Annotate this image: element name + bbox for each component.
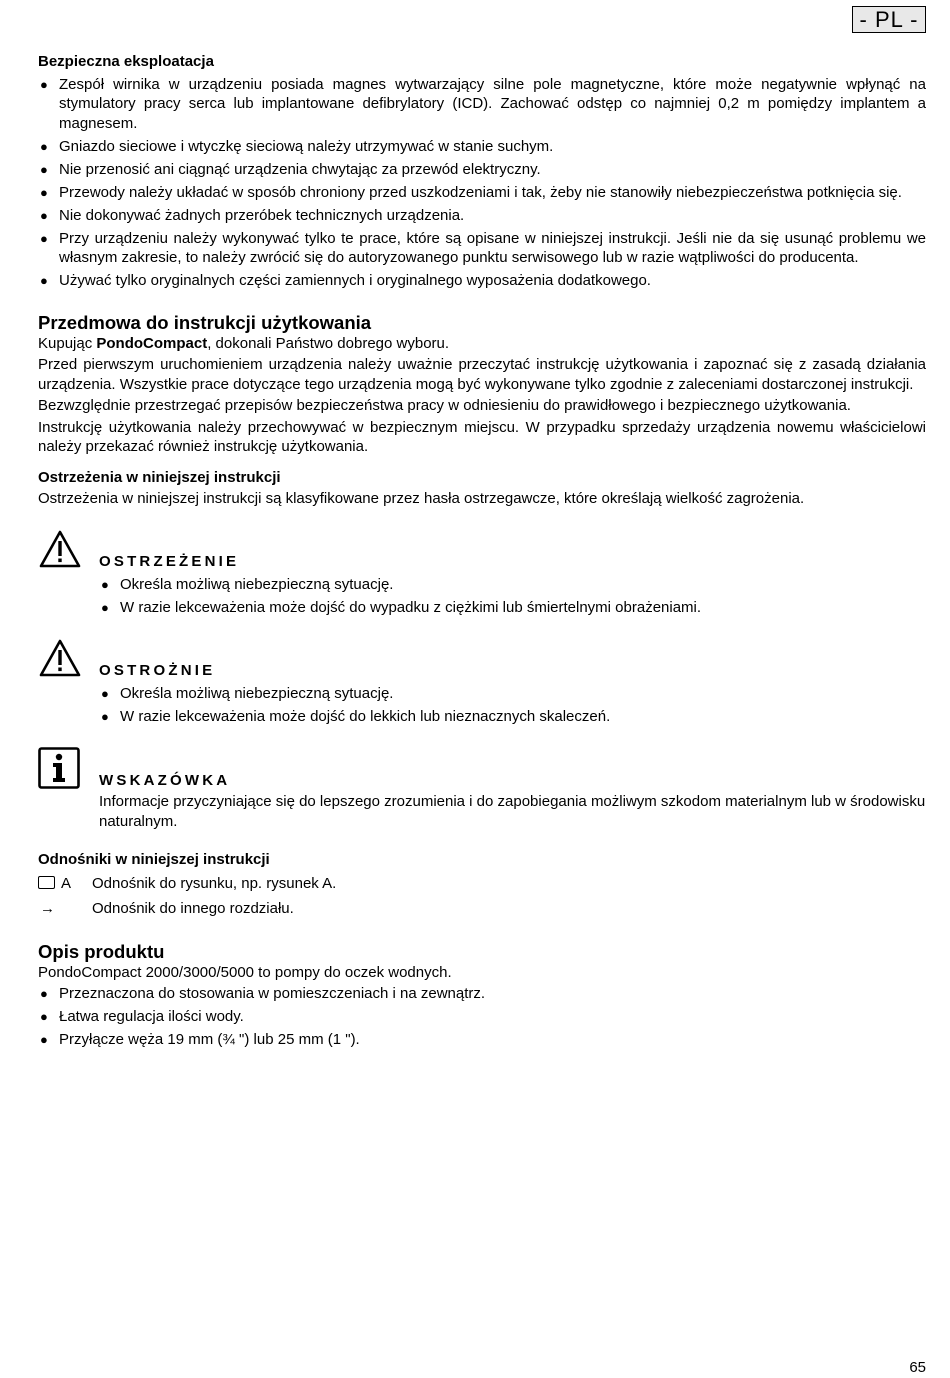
- list-item: ● Gniazdo sieciowe i wtyczkę sieciową należy utrzymywać w stanie suchym.: [40, 137, 554, 155]
- preface-paragraph: Instrukcję użytkowania należy przechowywać w bezpiecznym miejscu. W przypadku sprzedaży urządzenia nowemu właścicielowi należy przekazać również instrukcję użytkowania.: [38, 418, 926, 455]
- caution-list: [99, 684, 926, 727]
- caution-block: [38, 638, 926, 727]
- product-heading: Opis produktu: [38, 940, 165, 962]
- bullet-icon: ●: [40, 273, 48, 288]
- info-icon: [38, 747, 80, 789]
- warning-block: [38, 529, 926, 618]
- list-item: ● Nie przenosić ani ciągnąć urządzenia chwytając za przewód elektryczny.: [40, 160, 541, 178]
- list-item: ● Przyłącze węża 19 mm (¾ ") lub 25 mm (1 ").: [40, 1031, 360, 1048]
- list-item: ● Łatwa regulacja ilości wody.: [40, 1008, 244, 1025]
- warnings-heading: Ostrzeżenia w niniejszej instrukcji: [38, 468, 281, 486]
- bullet-icon: ●: [101, 577, 109, 592]
- page-number: 65: [909, 1359, 926, 1376]
- signal-word-note: WSKAZÓWKA: [99, 771, 231, 789]
- bullet-icon: ●: [40, 986, 48, 1001]
- warning-triangle-icon: [38, 529, 82, 569]
- bullet-icon: ●: [101, 686, 109, 701]
- list-item: ● Zespół wirnika w urządzeniu posiada magnes wytwarzający silne pole magnetyczne, które może negatywnie wpłynąć na stymulatory pracy serca lub implantowane defibrylatory (ICD). Zachować odstęp co najmniej 0,2 m pomiędzy implantem a magnesem.: [40, 75, 926, 132]
- language-badge: - PL -: [852, 6, 926, 33]
- bullet-icon: ●: [40, 76, 48, 92]
- references-heading: Odnośniki w niniejszej instrukcji: [38, 851, 270, 868]
- warning-list: [99, 575, 926, 618]
- list-item: ● Przeznaczona do stosowania w pomieszczeniach i na zewnątrz.: [40, 985, 486, 1002]
- bullet-icon: ●: [40, 1009, 48, 1024]
- product-list: [38, 984, 926, 1050]
- preface-intro: Kupując PondoCompact, dokonali Państwo dobrego wyboru.: [38, 334, 450, 352]
- bullet-icon: ●: [101, 709, 109, 724]
- warning-triangle-icon: [38, 638, 82, 678]
- arrow-right-icon: →: [40, 899, 55, 917]
- signal-word-caution: OSTROŻNIE: [99, 661, 216, 679]
- list-item: ● Przewody należy układać w sposób chroniony przed uszkodzeniami i tak, żeby nie stanowiły niebezpieczeństwa potknięcia się.: [40, 183, 902, 201]
- safety-heading: Bezpieczna eksploatacja: [38, 53, 214, 70]
- bullet-icon: ●: [40, 1032, 48, 1047]
- list-item: ● Nie dokonywać żadnych przeróbek technicznych urządzenia.: [40, 206, 465, 224]
- warnings-intro: Ostrzeżenia w niniejszej instrukcji są klasyfikowane przez hasła ostrzegawcze, które określają wielkość zagrożenia.: [38, 490, 805, 507]
- safety-list: [38, 75, 926, 291]
- signal-word-warning: OSTRZEŻENIE: [99, 552, 240, 570]
- preface-heading: Przedmowa do instrukcji użytkowania: [38, 311, 372, 333]
- bullet-icon: ●: [40, 207, 48, 223]
- bullet-icon: ●: [101, 600, 109, 615]
- list-item: ● Używać tylko oryginalnych części zamiennych i oryginalnego wyposażenia dodatkowego.: [40, 272, 651, 289]
- bullet-icon: ●: [40, 161, 48, 177]
- bullet-icon: ●: [40, 138, 48, 154]
- list-item: ● Określa możliwą niebezpieczną sytuację.: [101, 576, 394, 593]
- preface-paragraph: Przed pierwszym uruchomieniem urządzenia należy uważnie przeczytać instrukcję użytkowania i zapoznać się z zasadą działania urządzenia. Wszystkie prace dotyczące tego urządzenia mogą być wykonywane tylko zgodnie z zaleceniami dostarczonej instrukcji.: [38, 356, 926, 393]
- list-item: ● Przy urządzeniu należy wykonywać tylko te prace, które są opisane w niniejszej instrukcji. Jeśli nie da się usunąć problemu we własnym zakresie, to należy zwrócić się do autoryzowanego punktu serwisowego lub w razie wątpliwości do producenta.: [40, 229, 926, 266]
- list-item: ● Określa możliwą niebezpieczną sytuację.: [101, 685, 394, 702]
- reference-chapter: → Odnośnik do innego rozdziału.: [40, 899, 294, 917]
- preface-paragraph: Bezwzględnie przestrzegać przepisów bezpieczeństwa pracy w odniesieniu do prawidłowego i bezpiecznego użytkowania.: [38, 397, 851, 414]
- reference-figure: A Odnośnik do rysunku, np. rysunek A.: [38, 874, 926, 899]
- note-block: [38, 747, 926, 832]
- page-content: [38, 52, 926, 1053]
- note-text: Informacje przyczyniające się do lepszego zrozumienia i do zapobiegania możliwym szkodom materialnym lub w środowisku naturalnym.: [99, 793, 926, 830]
- bullet-icon: ●: [40, 184, 48, 200]
- list-item: ● W razie lekceważenia może dojść do lekkich lub nieznacznych skaleczeń.: [101, 708, 611, 725]
- figure-reference-icon: A: [38, 874, 71, 894]
- bullet-icon: ●: [40, 230, 48, 246]
- product-name: PondoCompact: [96, 334, 208, 352]
- list-item: ● W razie lekceważenia może dojść do wypadku z ciężkimi lub śmiertelnymi obrażeniami.: [101, 599, 702, 616]
- product-intro: PondoCompact 2000/3000/5000 to pompy do oczek wodnych.: [38, 963, 452, 981]
